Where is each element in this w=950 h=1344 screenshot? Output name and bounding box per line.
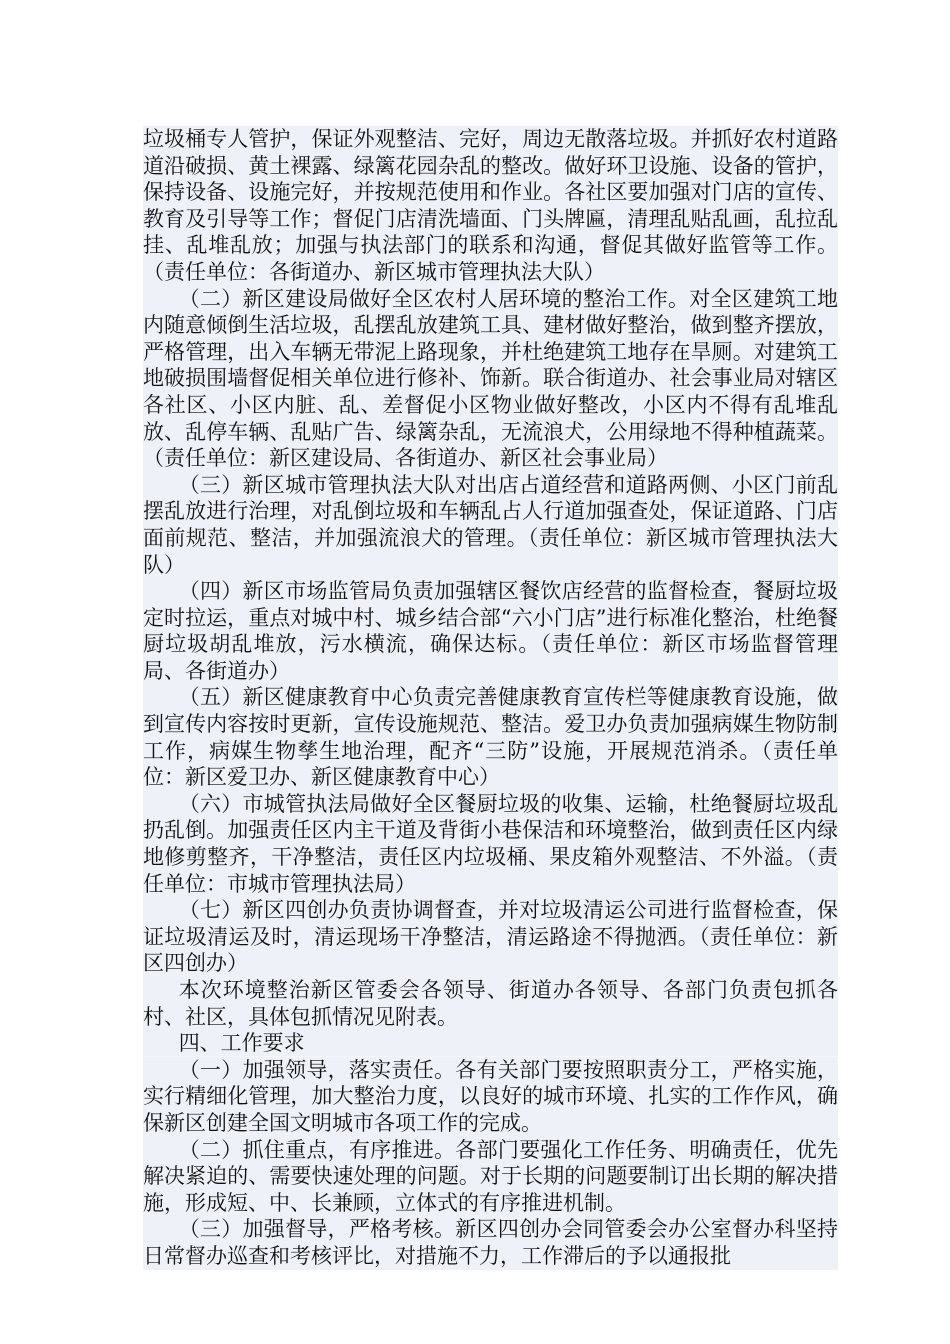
section-heading: 四、工作要求: [143, 1030, 838, 1057]
paragraph-8: 本次环境整治新区管委会各领导、街道办各领导、各部门负责包抓各村、社区，具体包抓情况见附表。: [143, 978, 838, 1029]
paragraph-10: （二）抓住重点，有序推进。各部门要强化工作任务、明确责任，优先解决紧迫的、需要快速处理的问题。对于长期的问题要制订出长期的解决措施，形成短、中、长兼顾，立体式的有序推进机制。: [143, 1137, 838, 1215]
paragraph-1: 垃圾桶专人管护，保证外观整洁、完好，周边无散落垃圾。并抓好农村道路道沿破损、黄土裸露、绿篱花园杂乱的整改。做好环卫设施、设备的管护，保持设备、设施完好，并按规范使用和作业。各社区要加强对门店的宣传、教育及引导等工作；督促门店清洗墙面、门头牌匾，清理乱贴乱画，乱拉乱挂、乱堆乱放；加强与执法部门的联系和沟通，督促其做好监管等工作。（责任单位：各街道办、新区城市管理执法大队）: [143, 127, 838, 284]
paragraph-2: （二）新区建设局做好全区农村人居环境的整治工作。对全区建筑工地内随意倾倒生活垃圾，乱摆乱放建筑工具、建材做好整治，做到整齐摆放，严格管理，出入车辆无带泥上路现象，并杜绝建筑工地存在旱厕。对建筑工地破损围墙督促相关单位进行修补、饰新。联合街道办、社会事业局对辖区各社区、小区内脏、乱、差督促小区物业做好整改，小区内不得有乱堆乱放、乱停车辆、乱贴广告、绿篱杂乱，无流浪犬，公用绿地不得种植蔬菜。（责任单位：新区建设局、各街道办、新区社会事业局）: [143, 286, 838, 471]
document-body: [143, 126, 838, 1270]
paragraph-4: （四）新区市场监管局负责加强辖区餐饮店经营的监督检查，餐厨垃圾定时拉运，重点对城中村、城乡结合部“六小门店”进行标准化整治，杜绝餐厨垃圾胡乱堆放，污水横流，确保达标。（责任单位：新区市场监督管理局、各街道办）: [143, 579, 838, 683]
paragraph-11: （三）加强督导，严格考核。新区四创办会同管委会办公室督办科坚持日常督办巡查和考核评比，对措施不力，工作滞后的予以通报批: [143, 1217, 838, 1268]
paragraph-3: （三）新区城市管理执法大队对出店占道经营和道路两侧、小区门前乱摆乱放进行治理，对乱倒垃圾和车辆乱占人行道加强查处，保证道路、门店面前规范、整洁，并加强流浪犬的管理。（责任单位：新区城市管理执法大队）: [143, 472, 838, 577]
paragraph-9: （一）加强领导，落实责任。各有关部门要按照职责分工，严格实施，实行精细化管理，加大整治力度，以良好的城市环境、扎实的工作作风，确保新区创建全国文明城市各项工作的完成。: [143, 1057, 838, 1135]
paragraph-5: （五）新区健康教育中心负责完善健康教育宣传栏等健康教育设施，做到宣传内容按时更新，宣传设施规范、整洁。爱卫办负责加强病媒生物防制工作，病媒生物孳生地治理，配齐“三防”设施，开展规范消杀。（责任单位：新区爱卫办、新区健康教育中心）: [143, 685, 838, 790]
paragraph-6: （六）市城管执法局做好全区餐厨垃圾的收集、运输，杜绝餐厨垃圾乱扔乱倒。加强责任区内主干道及背街小巷保洁和环境整治，做到责任区内绿地修剪整齐，干净整洁，责任区内垃圾桶、果皮箱外观整洁、不外溢。（责任单位：市城市管理执法局）: [143, 791, 838, 896]
paragraph-7: （七）新区四创办负责协调督查，并对垃圾清运公司进行监督检查，保证垃圾清运及时，清运现场干净整洁，清运路途不得抛洒。（责任单位：新区四创办）: [143, 898, 838, 976]
